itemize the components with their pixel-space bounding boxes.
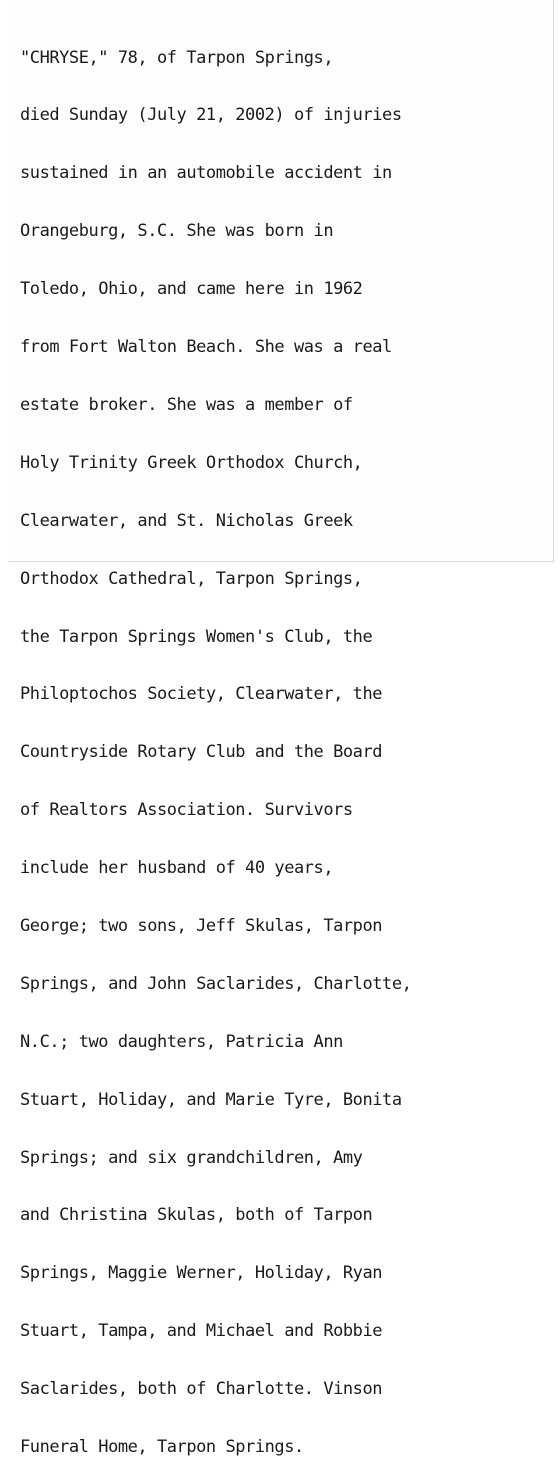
obituary-line: Funeral Home, Tarpon Springs. <box>20 1436 304 1457</box>
obituary-line: Toledo, Ohio, and came here in 1962 <box>20 279 363 300</box>
obituary-line: Springs, Maggie Werner, Holiday, Ryan <box>20 1263 383 1284</box>
obituary-line: Springs; and six grandchildren, Amy <box>20 1147 363 1168</box>
obituary-line: Philoptochos Society, Clearwater, the <box>20 684 383 705</box>
obituary-line: the Tarpon Springs Women's Club, the <box>20 626 373 647</box>
obituary-line: Orangeburg, S.C. She was born in <box>20 221 334 242</box>
obituary-line: Orthodox Cathedral, Tarpon Springs, <box>20 568 363 589</box>
obituary-line: Holy Trinity Greek Orthodox Church, <box>20 452 363 473</box>
obituary-line: Saclarides, both of Charlotte. Vinson <box>20 1379 383 1400</box>
obituary-line: include her husband of 40 years, <box>20 858 334 879</box>
obituary-text <box>20 10 550 1477</box>
obituary-line: of Realtors Association. Survivors <box>20 800 353 821</box>
page-margin <box>0 0 8 567</box>
obituary-line: Clearwater, and St. Nicholas Greek <box>20 510 353 531</box>
obituary-line: "CHRYSE," 78, of Tarpon Springs, <box>20 47 334 68</box>
obituary-line: and Christina Skulas, both of Tarpon <box>20 1205 373 1226</box>
obituary-line: died Sunday (July 21, 2002) of injuries <box>20 105 402 126</box>
obituary-line: Stuart, Tampa, and Michael and Robbie <box>20 1321 383 1342</box>
obituary-line: N.C.; two daughters, Patricia Ann <box>20 1031 343 1052</box>
obituary-line: George; two sons, Jeff Skulas, Tarpon <box>20 915 383 936</box>
obituary-line: from Fort Walton Beach. She was a real <box>20 337 392 358</box>
obituary-line: Countryside Rotary Club and the Board <box>20 742 383 763</box>
obituary-line: sustained in an automobile accident in <box>20 163 392 184</box>
obituary-line: Springs, and John Saclarides, Charlotte, <box>20 973 412 994</box>
obituary-line: estate broker. She was a member of <box>20 394 353 415</box>
obituary-line: Stuart, Holiday, and Marie Tyre, Bonita <box>20 1089 402 1110</box>
